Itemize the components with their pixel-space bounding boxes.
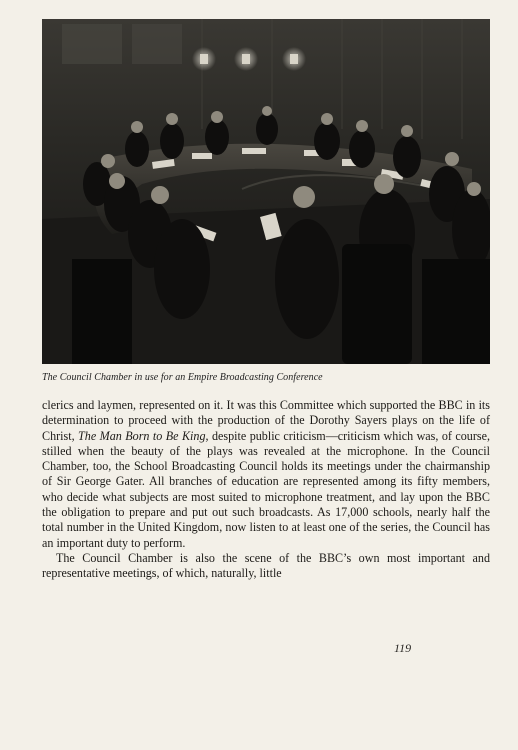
play-title: The Man Born to Be King, [78, 428, 209, 443]
page-number: 119 [394, 641, 412, 655]
photo-caption: The Council Chamber in use for an Empire Broadcasting Conference [42, 372, 323, 383]
council-chamber-photograph [42, 19, 490, 364]
paragraph-1-part-1: clerics and laymen, represented on it. It was this Committee which supported the BBC in its determination to proceed with the production of the Dorothy Sayers plays on the life of Christ, [42, 398, 490, 443]
paragraph-1-part-2: despite public criticism—criticism which was, of course, stilled when the beauty of the plays was revealed at the microphone. In the Council Chamber, too, the School Broadcasting Council holds its meetings under the chairmanship of Sir George Gater. All branches of education are represented among its fifty members, who decide what subjects are most suited to microphone treatment, and lay upon the BBC the obligation to prepare and put out such broadcasts. As 17,000 schools, nearly half the total number in the United Kingdom, now listen to at least one of the series, the Council has an important duty to perform. [42, 428, 490, 550]
paragraph-2: The Council Chamber is also the scene of the BBC’s own most important and representative meetings, of which, naturally, little [42, 550, 490, 581]
body-text [42, 398, 490, 582]
paragraph-1 [42, 398, 490, 551]
